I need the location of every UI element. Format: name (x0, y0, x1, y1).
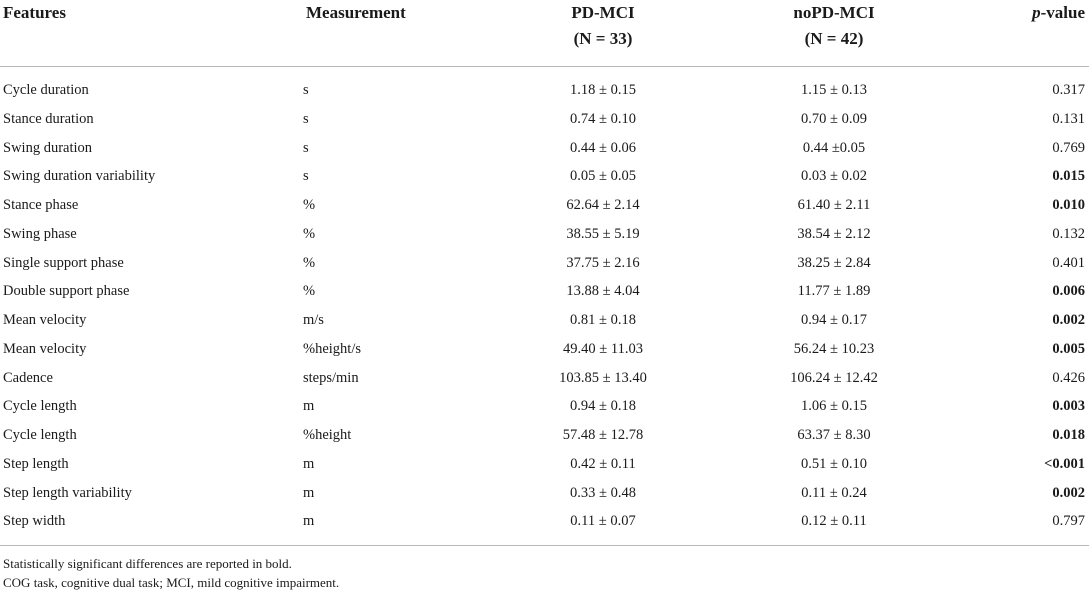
pd-mci-cell: 49.40 ± 11.03 (563, 340, 643, 357)
table-row (0, 277, 1089, 306)
table-row (0, 162, 1089, 191)
pd-mci-cell: 0.81 ± 0.18 (570, 312, 636, 328)
table-row (0, 392, 1089, 421)
table-row (0, 134, 1089, 163)
table-row (0, 105, 1089, 134)
feature-cell: Cycle length (3, 398, 77, 415)
pd-mci-cell: 0.74 ± 0.10 (570, 110, 636, 127)
feature-cell: Mean velocity (3, 312, 87, 328)
p-value-cell: 0.426 (1052, 369, 1085, 386)
table-row (0, 450, 1089, 479)
nopd-mci-cell: 0.03 ± 0.02 (801, 168, 867, 185)
nopd-mci-cell: 61.40 ± 2.11 (797, 197, 871, 213)
p-value-cell: 0.132 (1052, 225, 1085, 242)
pd-mci-cell: 1.18 ± 0.15 (570, 82, 636, 98)
p-value-cell: 0.015 (1052, 168, 1085, 185)
feature-cell: Stance phase (3, 197, 79, 213)
p-value-cell: 0.317 (1052, 82, 1085, 98)
feature-cell: Cadence (3, 369, 53, 386)
p-value-cell: 0.010 (1052, 197, 1085, 213)
header-row (0, 0, 1089, 66)
feature-cell: Swing duration (3, 139, 93, 156)
p-value-cell: 0.003 (1052, 398, 1085, 415)
table-body (0, 66, 1089, 536)
table-row (0, 306, 1089, 335)
p-value-cell: 0.002 (1052, 312, 1085, 328)
header-nopd-mci-n: (N = 42) (804, 29, 864, 48)
nopd-mci-cell: 0.94 ± 0.17 (801, 312, 867, 328)
p-value-cell: <0.001 (1044, 455, 1085, 472)
p-value-cell: 0.018 (1052, 427, 1085, 443)
table-row (0, 220, 1089, 249)
table-header (0, 0, 1089, 66)
feature-cell: Step width (3, 513, 66, 530)
feature-cell: Step length variability (3, 484, 132, 501)
pd-mci-cell: 0.05 ± 0.05 (570, 168, 636, 185)
measurement-cell: % (303, 283, 316, 300)
pd-mci-cell: 38.55 ± 5.19 (566, 225, 640, 242)
header-measurement: Measurement (306, 3, 406, 22)
header-features: Features (3, 3, 66, 22)
measurement-cell: s (303, 82, 309, 98)
table-row (0, 507, 1089, 536)
header-p-value-suffix: -value (1040, 3, 1085, 22)
nopd-mci-cell: 38.54 ± 2.12 (797, 225, 871, 242)
nopd-mci-cell: 0.12 ± 0.11 (801, 513, 867, 530)
pd-mci-cell: 0.42 ± 0.11 (570, 455, 636, 472)
footnote-bold-note: Statistically significant differences are reported in bold. (3, 556, 292, 571)
table-row (0, 76, 1089, 105)
nopd-mci-cell: 0.11 ± 0.24 (801, 484, 867, 501)
p-value-cell: 0.401 (1052, 254, 1085, 271)
nopd-mci-cell: 0.44 ±0.05 (802, 139, 866, 156)
pd-mci-cell: 0.11 ± 0.07 (570, 513, 636, 530)
header-nopd-mci-label: noPD-MCI (793, 3, 875, 22)
feature-cell: Mean velocity (3, 340, 87, 357)
footnotes (3, 554, 339, 592)
nopd-mci-cell: 106.24 ± 12.42 (790, 369, 878, 386)
table-row (0, 249, 1089, 278)
feature-cell: Cycle duration (3, 82, 89, 98)
header-nopd-mci (713, 0, 955, 66)
pd-mci-cell: 57.48 ± 12.78 (562, 427, 644, 443)
table-row (0, 364, 1089, 393)
nopd-mci-cell: 56.24 ± 10.23 (793, 340, 875, 357)
p-value-cell: 0.797 (1052, 513, 1085, 530)
nopd-mci-cell: 38.25 ± 2.84 (797, 254, 871, 271)
measurement-cell: s (303, 139, 309, 156)
measurement-cell: % (303, 197, 316, 213)
p-value-cell: 0.002 (1052, 484, 1085, 501)
table-row (0, 335, 1089, 364)
header-p-value-prefix: p (1032, 3, 1041, 22)
measurement-cell: m/s (303, 312, 324, 328)
feature-cell: Cycle length (3, 427, 77, 443)
feature-cell: Swing phase (3, 225, 77, 242)
nopd-mci-cell: 11.77 ± 1.89 (797, 283, 871, 300)
pd-mci-cell: 0.94 ± 0.18 (570, 398, 636, 415)
feature-cell: Swing duration variability (3, 168, 156, 185)
feature-cell: Double support phase (3, 283, 130, 300)
measurement-cell: steps/min (303, 369, 359, 386)
nopd-mci-cell: 0.51 ± 0.10 (801, 455, 867, 472)
measurement-cell: m (303, 513, 315, 530)
spacer-row (0, 66, 1089, 76)
measurement-cell: % (303, 254, 316, 271)
pd-mci-cell: 0.33 ± 0.48 (570, 484, 636, 501)
pd-mci-cell: 0.44 ± 0.06 (570, 139, 636, 156)
feature-cell: Stance duration (3, 110, 94, 127)
header-pd-mci-label: PD-MCI (571, 3, 635, 22)
pd-mci-cell: 103.85 ± 13.40 (559, 369, 647, 386)
table-row (0, 479, 1089, 508)
footnote-abbreviations: COG task, cognitive dual task; MCI, mild cognitive impairment. (3, 575, 340, 590)
measurement-cell: m (303, 484, 315, 501)
measurement-cell: s (303, 110, 309, 127)
measurement-cell: m (303, 455, 315, 472)
nopd-mci-cell: 0.70 ± 0.09 (801, 110, 867, 127)
table-row (0, 421, 1089, 450)
pd-mci-cell: 62.64 ± 2.14 (566, 197, 640, 213)
p-value-cell: 0.006 (1052, 283, 1085, 300)
p-value-cell: 0.131 (1052, 110, 1085, 127)
p-value-cell: 0.005 (1052, 340, 1085, 357)
measurement-cell: % (303, 225, 316, 242)
table-bottom-rule (0, 545, 1089, 546)
header-p-value (955, 0, 1089, 66)
nopd-mci-cell: 63.37 ± 8.30 (797, 427, 871, 443)
table-row (0, 191, 1089, 220)
p-value-cell: 0.769 (1052, 139, 1085, 156)
pd-mci-cell: 13.88 ± 4.04 (566, 283, 640, 300)
header-pd-mci-n: (N = 33) (573, 29, 633, 48)
pd-mci-cell: 37.75 ± 2.16 (566, 254, 640, 271)
measurement-cell: %height (303, 427, 352, 443)
feature-cell: Step length (3, 455, 69, 472)
measurement-cell: m (303, 398, 315, 415)
measurement-cell: s (303, 168, 309, 185)
nopd-mci-cell: 1.15 ± 0.13 (801, 82, 867, 98)
measurement-cell: %height/s (303, 340, 361, 357)
feature-cell: Single support phase (3, 254, 124, 271)
nopd-mci-cell: 1.06 ± 0.15 (801, 398, 867, 415)
header-pd-mci (493, 0, 713, 66)
